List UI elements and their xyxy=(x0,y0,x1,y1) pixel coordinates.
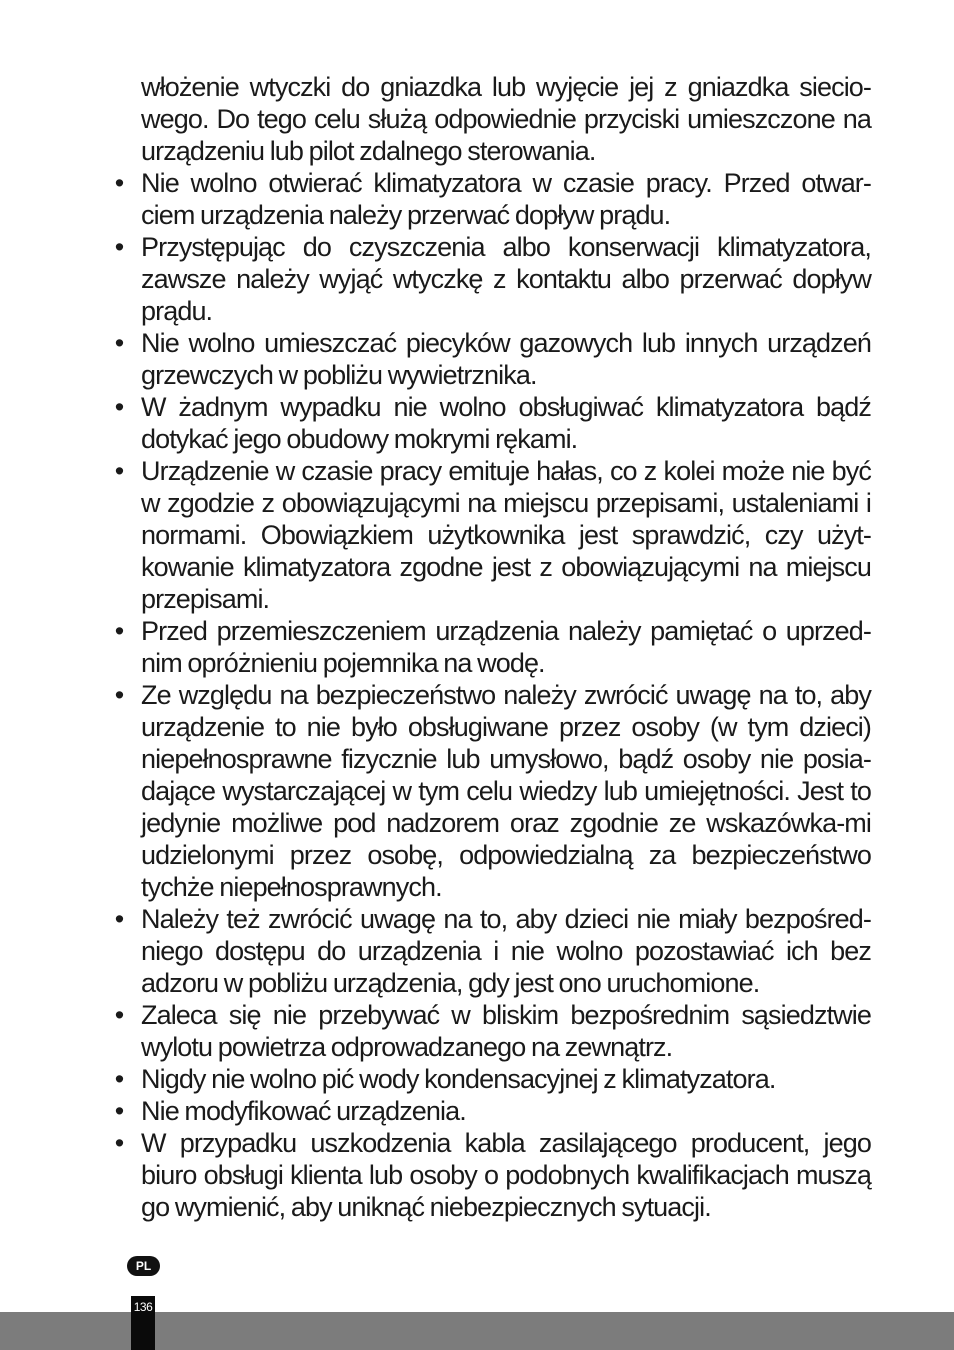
bullet-item xyxy=(107,679,871,903)
bullet-text: Nie wolno otwierać klimatyzatora w czasie pracy. Przed otwar-ciem urządzenia należy przerwać dopływ prądu. xyxy=(141,168,871,230)
bullet-text: Nie modyfikować urządzenia. xyxy=(141,1096,466,1126)
bullet-text: Ze względu na bezpieczeństwo należy zwrócić uwagę na to, aby urządzenie to nie było obsługiwane przez osoby (w tym dzieci) niepełnosprawne fizycznie lub umysłowo, bądź osoby nie posia-dające wystarczającej w tym celu wiedzy lub umiejętności. Jest to jedynie możliwe pod nadzorem oraz zgodnie ze wskazówka-mi udzielonymi przez osobę, odpowiedzialną za bezpieczeństwo tychże niepełnosprawnych. xyxy=(141,680,871,902)
bullet-text: Zaleca się nie przebywać w bliskim bezpośrednim sąsiedztwie wylotu powietrza odprowadzanego na zewnątrz. xyxy=(141,1000,871,1062)
bullet-item xyxy=(107,615,871,679)
bullet-marker: • xyxy=(114,1000,124,1030)
page-number: 136 xyxy=(133,1300,153,1314)
bullet-text: Nie wolno umieszczać piecyków gazowych lub innych urządzeń grzewczych w pobliżu wywietrznika. xyxy=(141,328,871,390)
bullet-marker: • xyxy=(114,1064,124,1094)
bullet-marker: • xyxy=(114,328,124,358)
bullet-item xyxy=(107,231,871,327)
bullet-marker: • xyxy=(114,456,124,486)
bullet-marker: • xyxy=(114,904,124,934)
bullet-text: Nigdy nie wolno pić wody kondensacyjnej z klimatyzatora. xyxy=(141,1064,776,1094)
bullet-text: Przed przemieszczeniem urządzenia należy pamiętać o uprzed-nim opróżnieniu pojemnika na wodę. xyxy=(141,616,871,678)
bullet-text: W żadnym wypadku nie wolno obsługiwać klimatyzatora bądź dotykać jego obudowy mokrymi rękami. xyxy=(141,392,871,454)
safety-bullet-list xyxy=(107,167,871,1223)
language-badge: PL xyxy=(127,1256,160,1276)
bullet-item xyxy=(107,903,871,999)
bullet-item xyxy=(107,999,871,1063)
bullet-item xyxy=(107,391,871,455)
bullet-item xyxy=(107,1095,871,1127)
bullet-marker: • xyxy=(114,1128,124,1158)
bullet-marker: • xyxy=(114,1096,124,1126)
bullet-marker: • xyxy=(114,232,124,262)
bullet-item xyxy=(107,1063,871,1095)
bullet-marker: • xyxy=(114,680,124,710)
bullet-marker: • xyxy=(114,616,124,646)
bullet-item xyxy=(107,167,871,231)
bullet-text: Urządzenie w czasie pracy emituje hałas, co z kolei może nie być w zgodzie z obowiązującymi na miejscu przepisami, ustaleniami i normami. Obowiązkiem użytkownika jest sprawdzić, czy użyt-kowanie klimatyzatora zgodne jest z obowiązującymi na miejscu przepisami. xyxy=(141,456,871,614)
bullet-text: Należy też zwrócić uwagę na to, aby dzieci nie miały bezpośred-niego dostępu do urządzenia i nie wolno pozostawiać ich bez adzoru w pobliżu urządzenia, gdy jest ono uruchomione. xyxy=(141,904,871,998)
bullet-text: W przypadku uszkodzenia kabla zasilającego producent, jego biuro obsługi klienta lub osoby o podobnych kwalifikacjach muszą go wymienić, aby uniknąć niebezpiecznych sytuacji. xyxy=(141,1128,871,1222)
bullet-item xyxy=(107,327,871,391)
bullet-marker: • xyxy=(114,168,124,198)
continued-paragraph: włożenie wtyczki do gniazdka lub wyjęcie jej z gniazdka siecio-wego. Do tego celu służą odpowiednie przyciski umieszczone na urządzeniu lub pilot zdalnego sterowania. xyxy=(141,72,871,166)
bullet-item xyxy=(107,1127,871,1223)
safety-text-body xyxy=(107,71,871,1223)
bullet-marker: • xyxy=(114,392,124,422)
bullet-text: Przystępując do czyszczenia albo konserwacji klimatyzatora, zawsze należy wyjąć wtyczkę z kontaktu albo przerwać dopływ prądu. xyxy=(141,232,871,326)
bullet-item xyxy=(107,455,871,615)
